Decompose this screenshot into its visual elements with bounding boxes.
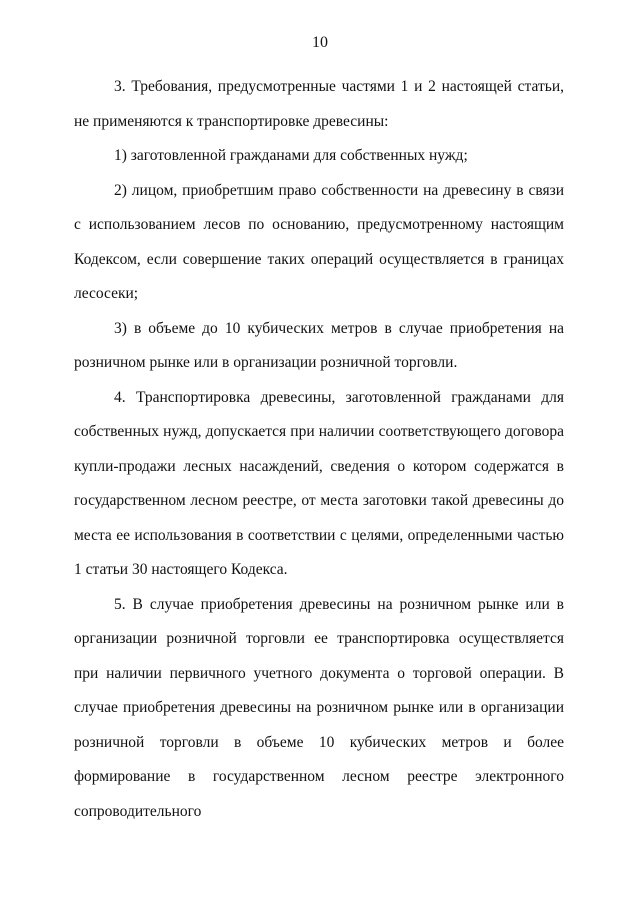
paragraph-4-transport: 4. Транспортировка древесины, заготовленной гражданами для собственных нужд, допускается при наличии соответствующего договора купли-продажи лесных насаждений, сведения о котором содержатся в государственном лесном реестре, от места заготовки такой древесины до места ее использования в соответствии с целями, определенными частью 1 статьи 30 настоящего Кодекса. bbox=[74, 388, 564, 578]
paragraph-5-retail: 5. В случае приобретения древесины на розничном рынке или в организации розничной торговли ее транспортировка осуществляется при наличии первичного учетного документа о торговой операции. В случае приобретения древесины на розничном рынке или в организации розничной торговли в объеме 10 кубических метров и более формирование в государственном лесном реестре электронного сопроводительного bbox=[74, 595, 564, 820]
paragraph-item-2: 2) лицом, приобретшим право собственности на древесину в связи с использованием лесов по основанию, предусмотренному настоящим Кодексом, если совершение таких операций осуществляется в границах лесосеки; bbox=[74, 181, 564, 302]
paragraph-item-1: 1) заготовленной гражданами для собственных нужд; bbox=[114, 147, 468, 164]
document-body bbox=[74, 70, 564, 829]
page-number: 10 bbox=[312, 34, 328, 51]
paragraph-item-3: 3) в объеме до 10 кубических метров в случае приобретения на розничном рынке или в организации розничной торговли. bbox=[74, 319, 564, 371]
paragraph-3-requirements: 3. Требования, предусмотренные частями 1 и 2 настоящей статьи, не применяются к транспортировке древесины: bbox=[74, 78, 564, 130]
